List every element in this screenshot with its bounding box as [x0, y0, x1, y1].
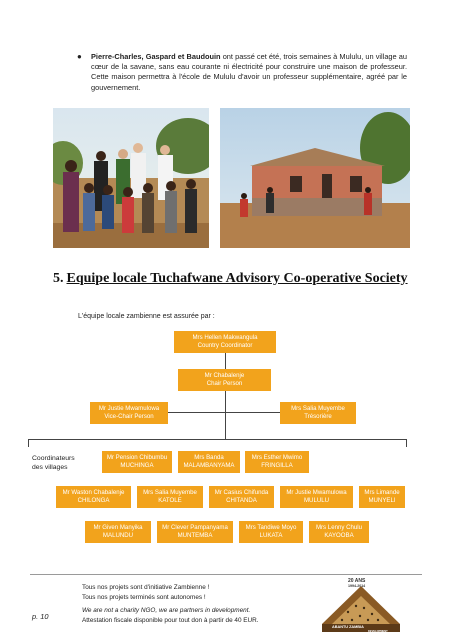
logo-range: 1994-2014: [348, 584, 366, 588]
bullet-dot-icon: ●: [77, 52, 82, 61]
village-coordinator-name: Mrs Salia Muyembe: [143, 489, 197, 496]
coordinators-label-line1: Coordinateurs: [32, 455, 75, 462]
village-name: CHILONGA: [77, 497, 110, 504]
village-name: CHITANDA: [226, 497, 257, 504]
connector-line: [168, 412, 280, 413]
chair-node: [178, 369, 271, 391]
connector-line: [28, 439, 29, 447]
village-node-malambanyama: [178, 451, 240, 473]
treasurer-node: [280, 402, 356, 424]
vice-chair-node: [90, 402, 168, 424]
footer-line-4: Attestation fiscale disponible pour tout don à partir de 40 EUR.: [82, 617, 259, 625]
village-coordinator-name: Mrs Lenny Chulu: [315, 524, 363, 531]
footer-line-1: Tous nos projets sont d'initiative Zambienne !: [82, 584, 210, 591]
connector-line: [225, 391, 226, 439]
section-title: [53, 270, 413, 287]
village-coordinator-name: Mr Given Manyika: [93, 524, 143, 531]
coordinators-label: [32, 454, 75, 472]
footer-line-2: Tous nos projets terminés sont autonomes !: [82, 594, 206, 602]
village-node-muchinga: [102, 451, 172, 473]
village-coordinator-name: Mr Pension Chibumbu: [106, 454, 168, 461]
connector-line: [406, 439, 407, 447]
village-name: MALAMBANYAMA: [183, 462, 235, 469]
village-coordinator-name: Mrs Limande: [364, 489, 400, 496]
logo-years: 20 ANS: [348, 578, 366, 584]
bullet-text: [91, 52, 407, 93]
page-number: p. 10: [32, 612, 49, 621]
village-node-muntemba: [157, 521, 233, 543]
village-node-chitanda: [209, 486, 274, 508]
village-coordinator-name: Mrs Esther Mwimo: [251, 454, 303, 461]
village-name: MUCHINGA: [120, 462, 154, 469]
footer-divider: [30, 574, 422, 575]
village-node-kayooba: [309, 521, 369, 543]
village-name: FRINGILLA: [261, 462, 293, 469]
village-coordinator-name: Mr Waston Chabalenje: [62, 489, 125, 496]
village-name: KAYOOBA: [324, 532, 354, 539]
village-node-munyeli: [359, 486, 405, 508]
village-name: MALUNDU: [102, 532, 134, 539]
connector-line: [28, 439, 406, 440]
bullet-paragraph: [77, 52, 407, 93]
village-coordinator-name: Mr Justie Mwamulowa: [286, 489, 347, 496]
connector-line: [225, 353, 226, 369]
chair-role: Chair Person: [206, 380, 243, 387]
vice-chair-role: Vice-Chair Person: [104, 413, 154, 420]
footer-text: [82, 583, 259, 627]
village-node-lukata: [239, 521, 303, 543]
village-coordinator-name: Mr Clever Pampanyama: [162, 524, 228, 531]
treasurer-name: Mrs Salia Muyembe: [291, 405, 345, 412]
logo-tagline: DEVELOPMENT: [368, 630, 388, 633]
coordinator-node: [174, 331, 276, 353]
footer-line-3: We are not a charity NGO, we are partners in development.: [82, 606, 251, 614]
coordinators-label-line2: des villages: [32, 464, 68, 471]
village-node-mululu: [280, 486, 353, 508]
logo-name: ABANTU ZAMBIA: [332, 625, 364, 629]
chair-name: Mr Chabalenje: [204, 372, 245, 379]
village-coordinator-name: Mrs Tandiwe Moyo: [245, 524, 297, 531]
house-photo: [220, 108, 410, 248]
village-name: MULULU: [303, 497, 330, 504]
village-coordinator-name: Mr Casius Chifunda: [214, 489, 269, 496]
village-node-chilonga: [56, 486, 131, 508]
abantu-zambia-logo: [318, 578, 404, 634]
section-number: 5.: [53, 271, 64, 286]
village-name: KATOLE: [158, 497, 182, 504]
village-name: MUNTEMBA: [177, 532, 213, 539]
section-title-text: Equipe locale Tuchafwane Advisory Co-operative Society: [66, 271, 408, 286]
village-name: MUNYELI: [368, 497, 396, 504]
village-node-katole: [137, 486, 203, 508]
vice-chair-name: Mr Justie Mwamulowa: [98, 405, 160, 412]
treasurer-role: Trésorière: [304, 413, 332, 420]
group-photo: [53, 108, 209, 248]
village-coordinator-name: Mrs Banda: [194, 454, 224, 461]
intro-text: L'équipe locale zambienne est assurée par :: [78, 313, 215, 320]
village-node-malundu: [85, 521, 151, 543]
bullet-names: Pierre-Charles, Gaspard et Baudouin: [91, 52, 221, 61]
coordinator-role: Country Coordinator: [197, 342, 253, 349]
village-node-fringilla: [245, 451, 309, 473]
coordinator-name: Mrs Hellen Makwangula: [192, 334, 258, 341]
village-name: LUKATA: [259, 532, 283, 539]
bullet-body: ont passé cet été, trois semaines à Mululu, un village au cœur de la savane, sans eau courante ni électricité pour construire une maison de professeur. Cette maison permettra à l'école de Mululu d'avoir un professeur supplémentaire, agréé par le gouvernement.: [91, 52, 407, 92]
